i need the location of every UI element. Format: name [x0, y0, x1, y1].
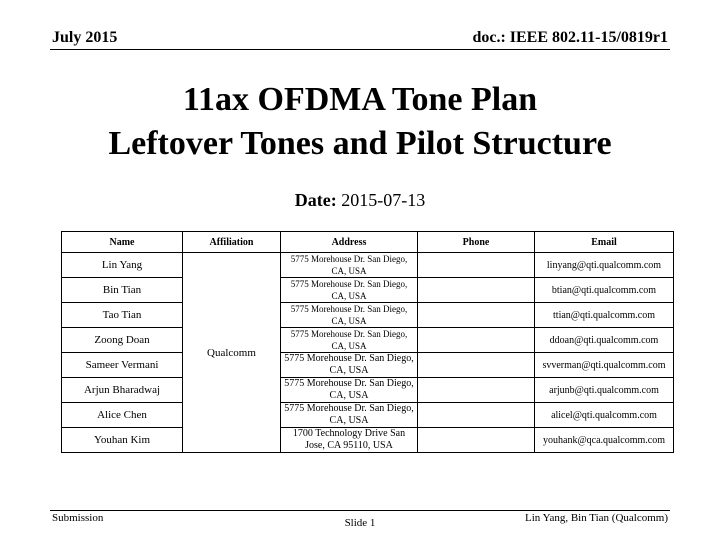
author-email: ddoan@qti.qualcomm.com	[535, 328, 674, 353]
author-phone	[418, 428, 535, 453]
footer-divider	[50, 510, 670, 511]
author-name: Tao Tian	[62, 303, 183, 328]
author-email: arjunb@qti.qualcomm.com	[535, 378, 674, 403]
author-name: Bin Tian	[62, 278, 183, 303]
table-row	[62, 253, 674, 278]
author-phone	[418, 253, 535, 278]
author-email: linyang@qti.qualcomm.com	[535, 253, 674, 278]
author-name: Lin Yang	[62, 253, 183, 278]
author-email: svverman@qti.qualcomm.com	[535, 353, 674, 378]
footer-slide-number: Slide 1	[344, 517, 376, 529]
author-name: Youhan Kim	[62, 428, 183, 453]
author-address: 5775 Morehouse Dr. San Diego, CA, USA	[281, 253, 418, 278]
author-phone	[418, 378, 535, 403]
table-header-row	[62, 232, 674, 253]
author-phone	[418, 403, 535, 428]
author-email: btian@qti.qualcomm.com	[535, 278, 674, 303]
affiliation-cell: Qualcomm	[183, 253, 281, 453]
author-email: youhank@qca.qualcomm.com	[535, 428, 674, 453]
author-address: 1700 Technology Drive San Jose, CA 95110, USA	[281, 428, 418, 453]
author-phone	[418, 353, 535, 378]
table-row	[62, 353, 674, 378]
author-address: 5775 Morehouse Dr. San Diego, CA, USA	[281, 353, 418, 378]
author-phone	[418, 278, 535, 303]
header-phone: Phone	[418, 232, 535, 253]
footer-authors: Lin Yang, Bin Tian (Qualcomm)	[524, 512, 668, 524]
date-line	[0, 190, 720, 211]
author-name: Arjun Bharadwaj	[62, 378, 183, 403]
author-address: 5775 Morehouse Dr. San Diego, CA, USA	[281, 403, 418, 428]
date-label: Date:	[294, 190, 337, 210]
table-row	[62, 278, 674, 303]
header-name: Name	[62, 232, 183, 253]
author-phone	[418, 303, 535, 328]
title-line-2: Leftover Tones and Pilot Structure	[108, 125, 612, 162]
author-address: 5775 Morehouse Dr. San Diego, CA, USA	[281, 328, 418, 353]
authors-table	[61, 231, 674, 453]
table-row	[62, 378, 674, 403]
header-affiliation: Affiliation	[183, 232, 281, 253]
header-email: Email	[535, 232, 674, 253]
author-email: ttian@qti.qualcomm.com	[535, 303, 674, 328]
slide-title	[0, 78, 720, 166]
header-divider	[50, 49, 670, 50]
title-line-1: 11ax OFDMA Tone Plan	[182, 81, 538, 118]
header-date: July 2015	[52, 29, 118, 46]
table-row	[62, 303, 674, 328]
author-name: Alice Chen	[62, 403, 183, 428]
author-name: Sameer Vermani	[62, 353, 183, 378]
header-address: Address	[281, 232, 418, 253]
footer-submission: Submission	[52, 512, 104, 524]
author-email: alicel@qti.qualcomm.com	[535, 403, 674, 428]
table-row	[62, 403, 674, 428]
author-name: Zoong Doan	[62, 328, 183, 353]
table-row	[62, 428, 674, 453]
author-address: 5775 Morehouse Dr. San Diego, CA, USA	[281, 278, 418, 303]
author-phone	[418, 328, 535, 353]
author-address: 5775 Morehouse Dr. San Diego, CA, USA	[281, 378, 418, 403]
author-address: 5775 Morehouse Dr. San Diego, CA, USA	[281, 303, 418, 328]
date-value: 2015-07-13	[341, 190, 426, 210]
header-doc-id: doc.: IEEE 802.11-15/0819r1	[472, 29, 668, 46]
table-row	[62, 328, 674, 353]
